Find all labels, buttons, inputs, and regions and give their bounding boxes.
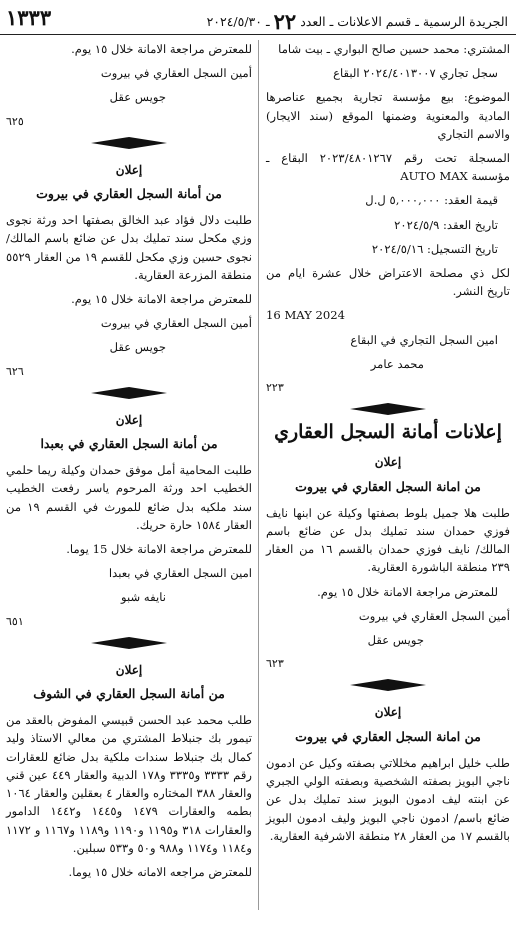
notice-body: طلبت المحامية أمل موفق حمدان وكيلة ريما حلمي الخطيب احد ورثة المرحوم ياسر رفعت الخطيب سند ملكيه بدل ضائع للمورث في القسم ١٩ من العقار ١٥٨٤ حارة حريك.: [6, 463, 252, 532]
notice-label: إعلان: [115, 412, 143, 427]
notice-signer-name: جويس عقل: [367, 633, 424, 648]
registration-date-line: تاريخ التسجيل: ٢٠٢٤/٥/١٦: [371, 241, 498, 256]
notice-body: طلبت دلال فؤاد عبد الخالق بصفتها احد ورثة نجوى وزي مكحل سند تمليك بدل عن ضائع باسم المالك/ نجوى حسين وزي مكحل للقسم ١٩ من العقار ٥٥٢٩ منطقة المزرعة العقارية.: [6, 213, 253, 282]
buyer-line: المشتري: محمد حسين صالح البواري ـ بيت شاما: [278, 42, 510, 56]
ornament-divider-shape: [91, 637, 167, 649]
ornament-divider-shape: [91, 137, 167, 149]
notice-label: إعلان: [374, 455, 402, 470]
left-column: [6, 40, 252, 887]
notice-ref-number: ٦٥١: [6, 614, 24, 628]
notice-signer-name: نايفه شبو: [121, 590, 166, 605]
notice-heading: من أمانة السجل العقاري في الشوف: [33, 686, 225, 702]
notice-heading: من أمانة السجل العقاري في بيروت: [36, 186, 222, 202]
notice-objection: للمعترض مراجعة الامانة خلال ١٥ يوم.: [71, 42, 252, 56]
notice-objection: للمعترض مراجعة الامانة خلال ١٥ يوم.: [71, 292, 252, 307]
ref-number: ٢٢٣: [266, 381, 284, 395]
page-header: [0, 0, 516, 35]
commercial-register-line: سجل تجاري ٢٠٢٤/٤٠١٣٠٠٧ البقاع: [333, 66, 498, 81]
stamp-date: 16 MAY 2024: [266, 308, 346, 323]
notice-signer-name: جويس عقل: [109, 90, 166, 105]
signer-title: امين السجل التجاري في البقاع: [350, 332, 498, 347]
ornament-divider: [6, 137, 252, 151]
notice-signer-title: امين السجل العقاري في بعبدا: [108, 566, 252, 581]
issue-number: ٢٢: [273, 9, 297, 34]
ornament-divider: [266, 403, 510, 417]
signer-name: محمد عامر: [370, 356, 424, 371]
notice-signer-title: أمين السجل العقاري في بيروت: [358, 608, 510, 623]
contract-value-line: قيمة العقد: ٥,٠٠٠,٠٠٠ ل.ل: [365, 193, 498, 208]
issue-date: ـ ٢٠٢٤/٥/٣٠: [206, 14, 270, 29]
contract-date-line: تاريخ العقد: ٢٠٢٤/٥/٩: [394, 217, 498, 232]
ornament-divider: [266, 679, 510, 693]
notice-heading: من امانة السجل العقاري في بيروت: [295, 478, 481, 494]
ornament-divider-shape: [350, 679, 426, 691]
right-column: [266, 40, 510, 851]
notice-objection: للمعترض مراجعة الامانة خلال 15 يوما.: [66, 542, 252, 557]
subject-line: الموضوع: بيع مؤسسة تجارية بجميع عناصرها المادية والمعنوية وضمنها الموقع (سند الايجار) والاسم التجاري: [266, 90, 510, 141]
registration-line: المسجلة تحت رقم ٢٠٢٣/٤٨٠١٢٦٧ البقاع ـ مؤسسة AUTO MAX: [266, 151, 510, 184]
ornament-divider-shape: [350, 403, 426, 415]
notice-ref-number: ٦٢٦: [6, 364, 24, 378]
notice-label: إعلان: [374, 705, 402, 720]
notice-heading: من أمانة السجل العقاري في بعبدا: [40, 436, 218, 452]
ornament-divider-shape: [91, 387, 167, 399]
notice-body: طلبت هلا جميل بلوط بصفتها وكيلة عن ابنها نايف فوزي حمدان سند تمليك بدل عن ضائع باسم المالك/ نايف فوزي حمدان بالقسم ١٦ من العقار ٢٣٩ منطقة الباشورة العقارية.: [266, 505, 511, 575]
notice-label: إعلان: [115, 662, 143, 677]
notice-signer-title: أمين السجل العقاري في بيروت: [100, 66, 252, 81]
notice-ref-number: ٦٢٣: [266, 657, 284, 671]
notice-ref-number: ٦٢٥: [6, 114, 24, 128]
notice-label: إعلان: [115, 162, 143, 177]
notice-body: طلب خليل ابراهيم مخللاتي بصفته وكيل عن ادمون ناجي البويز بصفته الشخصية وبصفته الولي الجبري عن ابنته ليف ادمون البويز سند تمليك بدل عن ضائع باسم/ ادمون ناجي البويز وليف ادمون البويز بالقسم ١٧ من العقار ٢٨ منطقة الاشرفية العقارية.: [266, 755, 510, 843]
section-title: إعلانات أمانة السجل العقاري: [274, 421, 502, 444]
notice-signer-title: أمين السجل العقاري في بيروت: [100, 316, 252, 331]
ornament-divider: [6, 387, 252, 401]
page-number: ١٣٣٣: [6, 5, 52, 30]
notice-body: طلب محمد عبد الحسن قبيسي المفوض بالعقد من تيمور بك جنبلاط المشتري من معالي الاستاذ وليد كمال بك جنبلاط سندات ملكية بدل ضائع للعقارات رقم ٣٣٣٣ و٣٣٣٥ و١٧٨ الدبية والعقار ٤٤٩ عين قني والعقار ٣٨٨ المختاره والعقار ٤ بعقلين والعقار ١٠٦٤ بطمه والعقارات ١٤٧٩ و١٤٤٥ و١٤٤٢ الدامور والعقارات ٣١٨ و١١٩٥ و١١٩٠ و١١٨٩ و١١٦٧ و ١١٧٢ و١١٨٤ و١١٧٤ و٩٨٨ و٥٠ و٥٣٣ سبلين.: [6, 713, 252, 855]
notice-objection: للمعترض مراجعه الامانه خلال ١٥ يوما.: [68, 864, 252, 879]
objection-line: لكل ذي مصلحة الاعتراض خلال عشرة ايام من تاريخ النشر.: [266, 266, 510, 299]
gazette-title-prefix: الجريدة الرسمية ـ قسم الاعلانات ـ العدد: [300, 14, 508, 29]
notice-signer-name: جويس عقل: [109, 340, 166, 355]
column-divider: [258, 40, 259, 910]
ornament-divider: [6, 637, 252, 651]
gazette-title: [207, 9, 508, 34]
notice-objection: للمعترض مراجعة الامانة خلال ١٥ يوم.: [317, 584, 498, 599]
notice-heading: من امانة السجل العقاري في بيروت: [295, 728, 481, 744]
